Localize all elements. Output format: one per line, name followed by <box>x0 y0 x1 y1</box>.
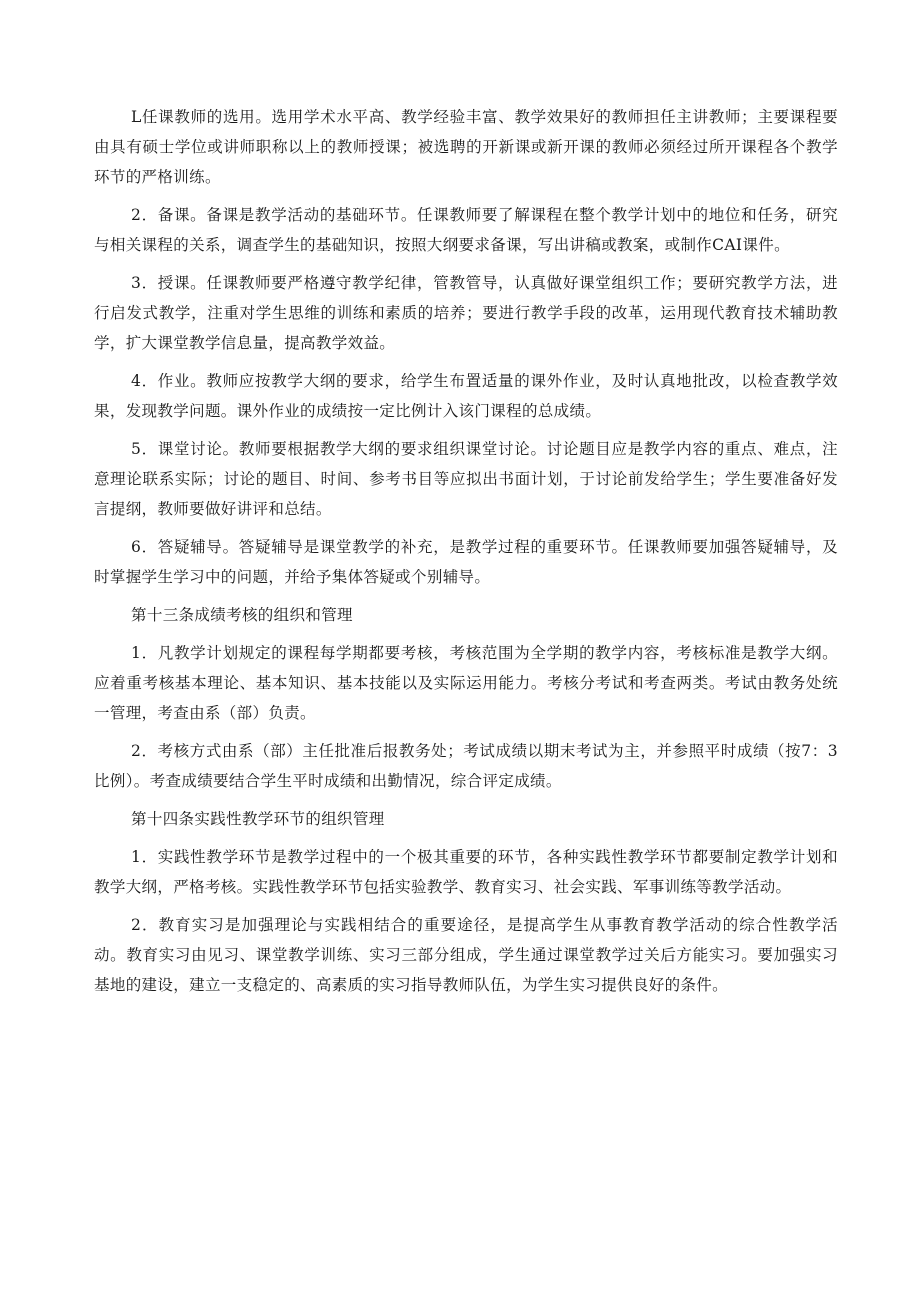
article-14-heading: 第十四条实践性教学环节的组织管理 <box>131 810 385 828</box>
paragraph-teacher-selection: L任课教师的选用。选用学术水平高、教学经验丰富、教学效果好的教师担任主讲教师；主要课程要由具有硕士学位或讲师职称以上的教师授课；被选聘的开新课或新开课的教师必须经过所开课程各个教学环节的严格训练。 <box>94 108 838 186</box>
paragraph-practice-teaching: 1．实践性教学环节是教学过程中的一个极其重要的环节，各种实践性教学环节都要制定教学计划和教学大纲，严格考核。实践性教学环节包括实验教学、教育实习、社会实践、军事训练等教学活动。 <box>94 848 838 896</box>
paragraph-assessment-method: 2．考核方式由系（部）主任批准后报教务处；考试成绩以期末考试为主，并参照平时成绩（按7：3比例）。考查成绩要结合学生平时成绩和出勤情况，综合评定成绩。 <box>94 742 838 790</box>
article-13-heading: 第十三条成绩考核的组织和管理 <box>131 606 353 624</box>
paragraph-lesson-preparation: 2．备课。备课是教学活动的基础环节。任课教师要了解课程在整个教学计划中的地位和任务，研究与相关课程的关系，调查学生的基础知识，按照大纲要求备课，写出讲稿或教案，或制作CAI课件。 <box>94 206 838 254</box>
paragraph-teaching: 3．授课。任课教师要严格遵守教学纪律，管教管导，认真做好课堂组织工作；要研究教学方法，进行启发式教学，注重对学生思维的训练和素质的培养；要进行教学手段的改革，运用现代教育技术辅助教学，扩大课堂教学信息量，提高教学效益。 <box>94 274 838 352</box>
paragraph-tutoring: 6．答疑辅导。答疑辅导是课堂教学的补充，是教学过程的重要环节。任课教师要加强答疑辅导，及时掌握学生学习中的问题，并给予集体答疑或个别辅导。 <box>94 538 838 586</box>
paragraph-class-discussion: 5．课堂讨论。教师要根据教学大纲的要求组织课堂讨论。讨论题目应是教学内容的重点、难点，注意理论联系实际；讨论的题目、时间、参考书目等应拟出书面计划，于讨论前发给学生；学生要准备好发言提纲，教师要做好讲评和总结。 <box>94 440 838 518</box>
paragraph-education-internship: 2．教育实习是加强理论与实践相结合的重要途径，是提高学生从事教育教学活动的综合性教学活动。教育实习由见习、课堂教学训练、实习三部分组成，学生通过课堂教学过关后方能实习。要加强实习基地的建设，建立一支稳定的、高素质的实习指导教师队伍，为学生实习提供良好的条件。 <box>94 916 838 994</box>
paragraph-assessment-scope: 1．凡教学计划规定的课程每学期都要考核，考核范围为全学期的教学内容，考核标准是教学大纲。应着重考核基本理论、基本知识、基本技能以及实际运用能力。考核分考试和考查两类。考试由教务处统一管理，考查由系（部）负责。 <box>94 644 838 722</box>
paragraph-homework: 4．作业。教师应按教学大纲的要求，给学生布置适量的课外作业，及时认真地批改，以检查教学效果，发现教学问题。课外作业的成绩按一定比例计入该门课程的总成绩。 <box>94 372 838 420</box>
